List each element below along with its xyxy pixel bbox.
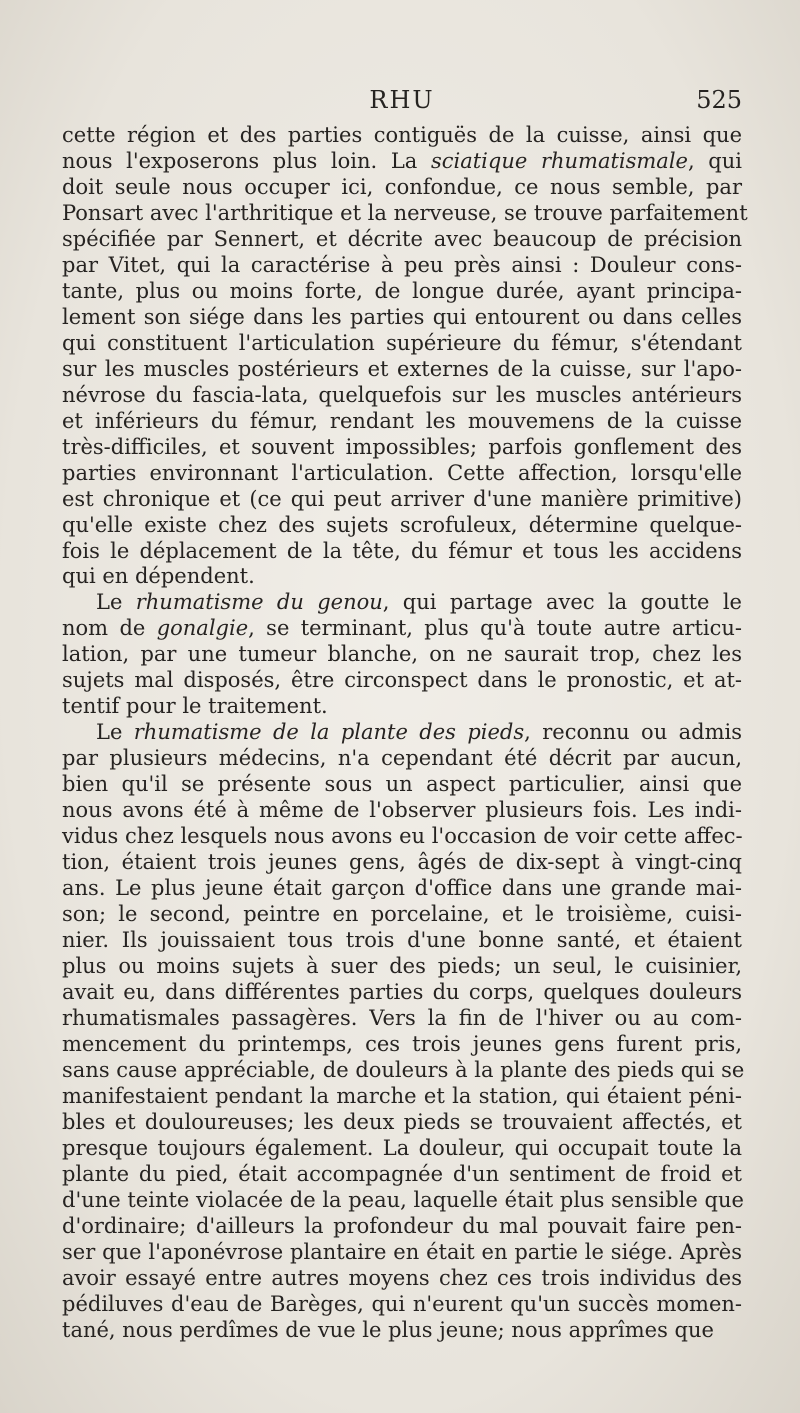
- text-line: [62, 1318, 742, 1344]
- text-run: nier. Ils jouissaient tous trois d'une bonne santé, et étaient: [62, 928, 742, 953]
- text-run: d'une teinte violacée de la peau, laquelle était plus sensible que: [62, 1187, 744, 1212]
- text-run: par Vitet, qui la caractérise à peu près ainsi : Douleur cons-: [62, 252, 742, 277]
- text-line: [62, 1240, 742, 1266]
- text-line: [62, 123, 742, 149]
- text-line: [62, 1084, 742, 1110]
- text-run: sans cause appréciable, de douleurs à la plante des pieds qui se: [62, 1057, 745, 1082]
- text-run: vidus chez lesquels nous avons eu l'occasion de voir cette affec-: [62, 824, 743, 849]
- italic-term: sciatique rhumatismale: [430, 148, 688, 173]
- paragraph: [62, 720, 745, 1343]
- text-run: doit seule nous occuper ici, confondue, ce nous semble, par: [62, 174, 742, 199]
- text-run: nom de: [62, 616, 157, 641]
- text-run: qui constituent l'articulation supérieure du fémur, s'étendant: [62, 330, 742, 355]
- text-run: cette région et des parties contiguës de la cuisse, ainsi que: [62, 123, 742, 147]
- text-line: [62, 1110, 742, 1136]
- text-line: [62, 227, 742, 253]
- text-run: tion, étaient trois jeunes gens, âgés de dix-sept à vingt-cinq: [62, 850, 742, 875]
- text-run: bien qu'il se présente sous un aspect particulier, ainsi que: [62, 772, 742, 797]
- text-run: parties environnant l'articulation. Cette affection, lorsqu'elle: [62, 460, 742, 485]
- text-line: [62, 1266, 742, 1292]
- text-run: plus ou moins sujets à suer des pieds; un seul, le cuisinier,: [62, 954, 742, 978]
- text-line: [62, 876, 742, 902]
- text-run: , qui partage avec la goutte le: [382, 590, 742, 615]
- text-run: , se terminant, plus qu'à toute autre articu-: [248, 616, 742, 641]
- text-line: [62, 1214, 742, 1240]
- text-run: presque toujours également. La douleur, qui occupait toute la: [62, 1135, 742, 1160]
- body-text: [62, 123, 748, 1344]
- text-line: [62, 902, 742, 928]
- text-line: [62, 461, 742, 487]
- text-line: [62, 279, 742, 305]
- italic-term: rhumatisme de la plante des pieds: [133, 720, 525, 745]
- text-run: tante, plus ou moins forte, de longue durée, ayant principa-: [62, 278, 742, 303]
- text-line: [62, 590, 742, 616]
- text-run: lement son siége dans les parties qui entourent ou dans celles: [62, 304, 742, 329]
- text-run: très-difficiles, et souvent impossibles; parfois gonflement des: [62, 434, 742, 459]
- text-run: ans. Le plus jeune était garçon d'office dans une grande mai-: [62, 876, 742, 901]
- text-line: [62, 1032, 742, 1058]
- text-line: [62, 746, 742, 772]
- text-run: tané, nous perdîmes de vue le plus jeune; nous apprîmes que: [62, 1317, 714, 1342]
- text-line: [62, 305, 742, 331]
- text-run: lation, par une tumeur blanche, on ne saurait trop, chez les: [62, 642, 742, 667]
- text-run: Le: [96, 590, 136, 615]
- text-line: [62, 175, 742, 201]
- page-number: 525: [696, 86, 742, 114]
- text-line: [62, 487, 742, 513]
- text-line: [62, 954, 742, 980]
- text-line: [62, 331, 742, 357]
- text-run: est chronique et (ce qui peut arriver d'une manière primitive): [62, 486, 742, 511]
- text-line: [62, 616, 742, 642]
- paragraph: [62, 123, 748, 590]
- text-run: avoir essayé entre autres moyens chez ces trois individus des: [62, 1265, 742, 1290]
- text-run: ser que l'aponévrose plantaire en était en partie le siége. Après: [62, 1239, 742, 1264]
- text-run: nous avons été à même de l'observer plusieurs fois. Les indi-: [62, 798, 742, 823]
- text-run: sujets mal disposés, être circonspect dans le pronostic, et at-: [62, 668, 742, 693]
- text-line: [62, 1292, 742, 1318]
- text-line: [62, 668, 742, 694]
- text-line: [62, 1162, 742, 1188]
- text-run: nous l'exposerons plus loin. La: [62, 148, 431, 173]
- text-run: et inférieurs du fémur, rendant les mouvemens de la cuisse: [62, 408, 742, 433]
- text-run: fois le déplacement de la tête, du fémur et tous les accidens: [62, 538, 742, 563]
- text-run: son; le second, peintre en porcelaine, et le troisième, cuisi-: [62, 902, 742, 927]
- text-line: [62, 1136, 742, 1162]
- text-line: [62, 539, 742, 565]
- text-run: plante du pied, était accompagnée d'un sentiment de froid et: [62, 1161, 742, 1186]
- text-run: Ponsart avec l'arthritique et la nerveuse, se trouve parfaitement: [62, 200, 748, 225]
- text-line: [62, 1006, 742, 1032]
- text-line: [62, 149, 742, 175]
- text-line: [62, 850, 742, 876]
- text-run: mencement du printemps, ces trois jeunes gens furent pris,: [62, 1031, 742, 1056]
- text-line: [62, 824, 742, 850]
- text-line: [62, 798, 742, 824]
- text-line: [62, 200, 748, 227]
- text-run: , reconnu ou admis: [524, 720, 742, 745]
- text-line: [62, 357, 742, 383]
- text-run: , qui: [687, 148, 742, 173]
- text-line: [62, 642, 742, 668]
- paragraph: [62, 590, 742, 720]
- text-line: [62, 694, 742, 720]
- text-line: [62, 1188, 742, 1214]
- text-run: avait eu, dans différentes parties du corps, quelques douleurs: [62, 979, 742, 1004]
- text-line: [62, 513, 742, 539]
- text-run: qui en dépendent.: [62, 564, 255, 589]
- text-line: [62, 1057, 745, 1084]
- text-run: spécifiée par Sennert, et décrite avec beaucoup de précision: [62, 226, 742, 251]
- text-run: sur les muscles postérieurs et externes de la cuisse, sur l'apo-: [62, 356, 742, 381]
- text-run: pédiluves d'eau de Barèges, qui n'eurent qu'un succès momen-: [62, 1291, 742, 1316]
- italic-term: gonalgie: [156, 616, 249, 641]
- text-line: [62, 772, 742, 798]
- text-run: névrose du fascia-lata, quelquefois sur les muscles antérieurs: [62, 382, 742, 407]
- text-line: [62, 383, 742, 409]
- page-header: [62, 86, 742, 120]
- text-line: [62, 720, 742, 746]
- text-run: d'ordinaire; d'ailleurs la profondeur du mal pouvait faire pen-: [62, 1213, 742, 1238]
- text-line: [62, 980, 742, 1006]
- text-line: [62, 435, 742, 461]
- text-line: [62, 409, 742, 435]
- text-line: [62, 928, 742, 954]
- text-run: manifestaient pendant la marche et la station, qui étaient péni-: [62, 1083, 742, 1108]
- italic-term: rhumatisme du genou: [135, 590, 383, 615]
- running-head: RHU: [369, 86, 435, 114]
- text-run: Le: [96, 720, 134, 745]
- text-run: tentif pour le traitement.: [62, 694, 328, 719]
- text-line: [62, 253, 742, 279]
- text-run: rhumatismales passagères. Vers la fin de l'hiver ou au com-: [62, 1005, 742, 1030]
- text-run: qu'elle existe chez des sujets scrofuleux, détermine quelque-: [62, 512, 742, 537]
- text-run: par plusieurs médecins, n'a cependant été décrit par aucun,: [62, 746, 742, 771]
- text-run: bles et douloureuses; les deux pieds se trouvaient affectés, et: [62, 1109, 742, 1134]
- text-line: [62, 564, 742, 590]
